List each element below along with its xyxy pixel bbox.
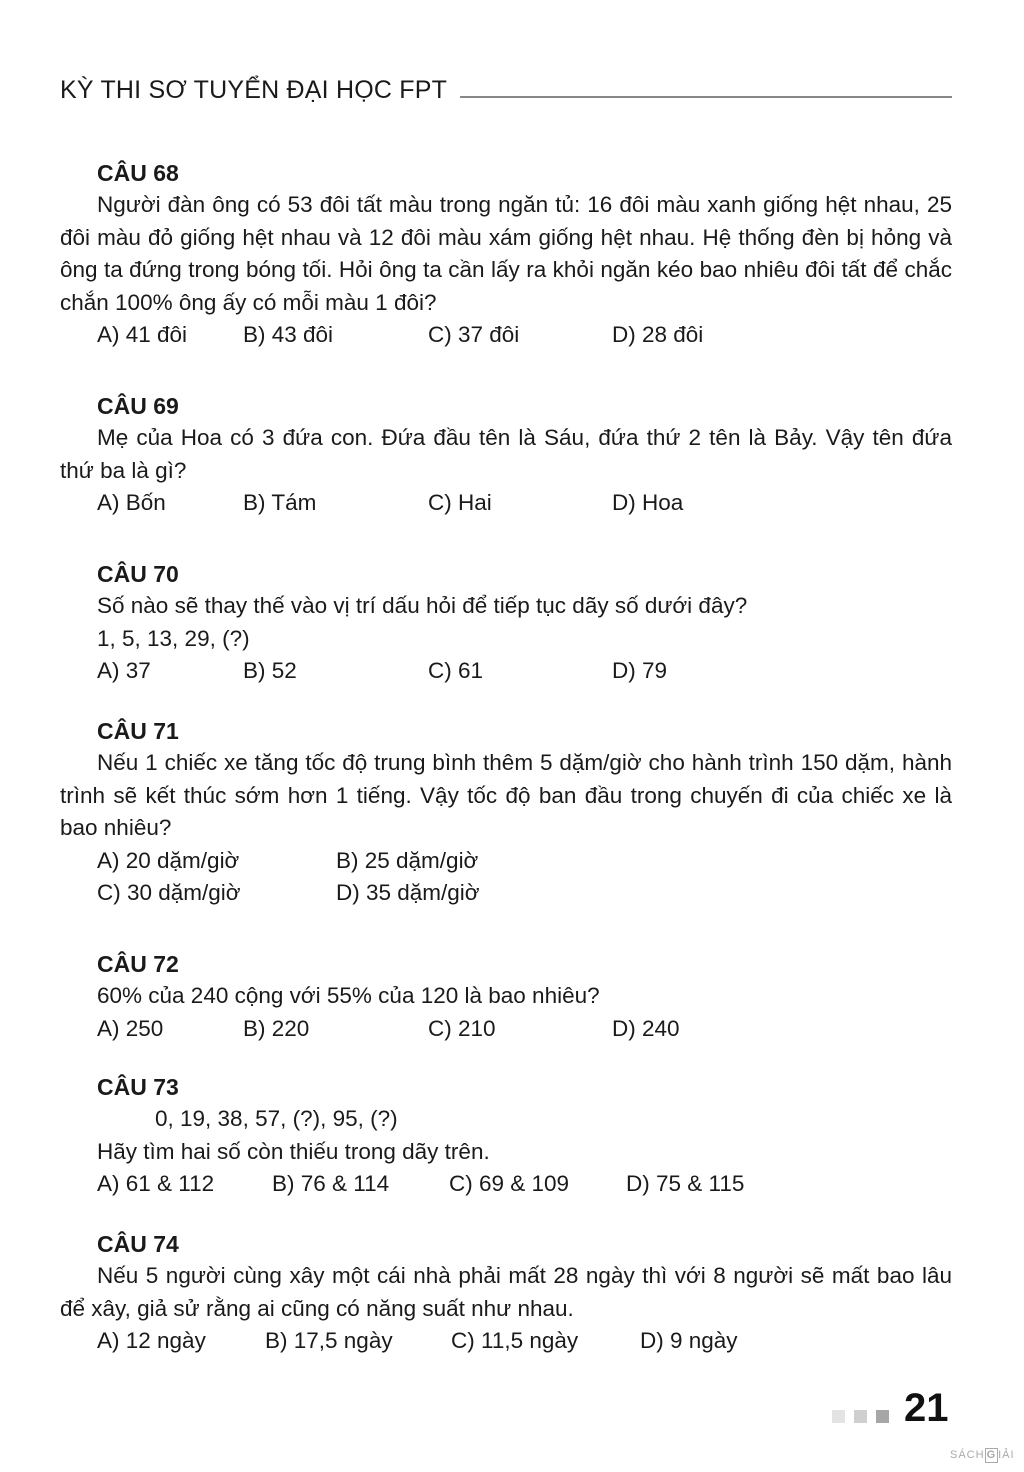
option-c: C) 61 bbox=[428, 658, 484, 683]
question-70 bbox=[60, 558, 952, 688]
question-text: Nếu 1 chiếc xe tăng tốc độ trung bình thêm 5 dặm/giờ cho hành trình 150 dặm, hành trình sẽ kết thúc sớm hơn 1 tiếng. Vậy tốc độ ban đầu trong chuyến đi của chiếc xe là bao nhiêu? bbox=[60, 750, 952, 840]
option-a: A) 12 ngày bbox=[97, 1328, 206, 1353]
question-text: Mẹ của Hoa có 3 đứa con. Đứa đầu tên là Sáu, đứa thứ 2 tên là Bảy. Vậy tên đứa thứ ba là gì? bbox=[60, 425, 952, 483]
option-b: B) 52 bbox=[243, 658, 297, 683]
number-sequence: 1, 5, 13, 29, (?) bbox=[97, 625, 250, 651]
number-sequence: 0, 19, 38, 57, (?), 95, (?) bbox=[155, 1106, 398, 1131]
option-c: C) 11,5 ngày bbox=[451, 1328, 579, 1353]
option-d: D) 28 đôi bbox=[612, 322, 704, 347]
option-b: B) 76 & 114 bbox=[272, 1171, 390, 1196]
option-c: C) Hai bbox=[428, 490, 492, 515]
header-rule bbox=[460, 96, 952, 98]
page-number: 21 bbox=[904, 1386, 949, 1430]
options-row bbox=[60, 655, 952, 688]
option-c: C) 69 & 109 bbox=[449, 1171, 570, 1196]
option-c: C) 30 dặm/giờ bbox=[97, 880, 241, 905]
question-74 bbox=[60, 1228, 952, 1358]
option-a: A) 37 bbox=[97, 658, 151, 683]
option-d: D) Hoa bbox=[612, 490, 684, 515]
option-b: B) 17,5 ngày bbox=[265, 1328, 393, 1353]
header-title: KỲ THI SƠ TUYỂN ĐẠI HỌC FPT bbox=[60, 76, 448, 104]
option-d: D) 240 bbox=[612, 1015, 680, 1041]
options-row bbox=[60, 319, 952, 352]
option-d: D) 75 & 115 bbox=[626, 1171, 745, 1196]
question-text: Nếu 5 người cùng xây một cái nhà phải mất 28 ngày thì với 8 người sẽ mất bao lâu để xây, giả sử rằng ai cũng có năng suất như nhau. bbox=[60, 1263, 952, 1321]
question-71 bbox=[60, 715, 952, 910]
option-a: A) 61 & 112 bbox=[97, 1171, 215, 1196]
question-69 bbox=[60, 390, 952, 520]
options-row bbox=[60, 845, 952, 878]
options-row bbox=[60, 1325, 952, 1358]
watermark-logo-box: G bbox=[986, 1449, 997, 1461]
question-68 bbox=[60, 157, 952, 352]
option-c: C) 210 bbox=[428, 1015, 496, 1041]
option-a: A) 250 bbox=[97, 1015, 164, 1041]
decor-square bbox=[854, 1410, 867, 1423]
watermark-prefix: SÁCH bbox=[950, 1449, 985, 1461]
question-text: Người đàn ông có 53 đôi tất màu trong ngăn tủ: 16 đôi màu xanh giống hệt nhau, 25 đôi màu đỏ giống hệt nhau và 12 đôi màu xám giống hệt nhau. Hệ thống đèn bị hỏng và ông ta đứng trong bóng tối. Hỏi ông ta cần lấy ra khỏi ngăn kéo bao nhiêu đôi tất để chắc chắn 100% ông ấy có mỗi màu 1 đôi? bbox=[60, 192, 952, 315]
question-title: CÂU 70 bbox=[97, 561, 179, 587]
option-c: C) 37 đôi bbox=[428, 322, 520, 347]
option-a: A) 20 dặm/giờ bbox=[97, 847, 240, 873]
option-b: B) 220 bbox=[243, 1015, 310, 1041]
option-b: B) 25 dặm/giờ bbox=[336, 847, 479, 873]
option-b: B) Tám bbox=[243, 490, 317, 515]
page-header bbox=[60, 76, 952, 110]
question-72 bbox=[60, 948, 952, 1045]
watermark bbox=[950, 1448, 1015, 1463]
option-d: D) 9 ngày bbox=[640, 1328, 738, 1353]
question-title: CÂU 69 bbox=[97, 393, 179, 419]
question-title: CÂU 72 bbox=[97, 951, 179, 977]
question-title: CÂU 73 bbox=[97, 1074, 179, 1100]
options-row bbox=[60, 487, 952, 520]
option-a: A) Bốn bbox=[97, 490, 166, 515]
option-d: D) 35 dặm/giờ bbox=[336, 880, 480, 905]
question-73 bbox=[60, 1071, 952, 1201]
question-title: CÂU 71 bbox=[97, 718, 179, 744]
options-row bbox=[60, 1013, 952, 1046]
option-d: D) 79 bbox=[612, 658, 668, 683]
options-row bbox=[60, 1168, 952, 1201]
decor-square bbox=[876, 1410, 889, 1423]
question-text: Hãy tìm hai số còn thiếu trong dãy trên. bbox=[97, 1138, 490, 1164]
watermark-suffix: IẢI bbox=[998, 1449, 1015, 1461]
options-row bbox=[60, 877, 952, 910]
option-b: B) 43 đôi bbox=[243, 322, 334, 347]
question-title: CÂU 68 bbox=[97, 160, 179, 186]
option-a: A) 41 đôi bbox=[97, 322, 188, 347]
question-text: Số nào sẽ thay thế vào vị trí dấu hỏi để tiếp tục dãy số dưới đây? bbox=[97, 593, 748, 618]
decor-square bbox=[832, 1410, 845, 1423]
question-title: CÂU 74 bbox=[97, 1231, 179, 1257]
question-text: 60% của 240 cộng với 55% của 120 là bao nhiêu? bbox=[97, 983, 600, 1008]
